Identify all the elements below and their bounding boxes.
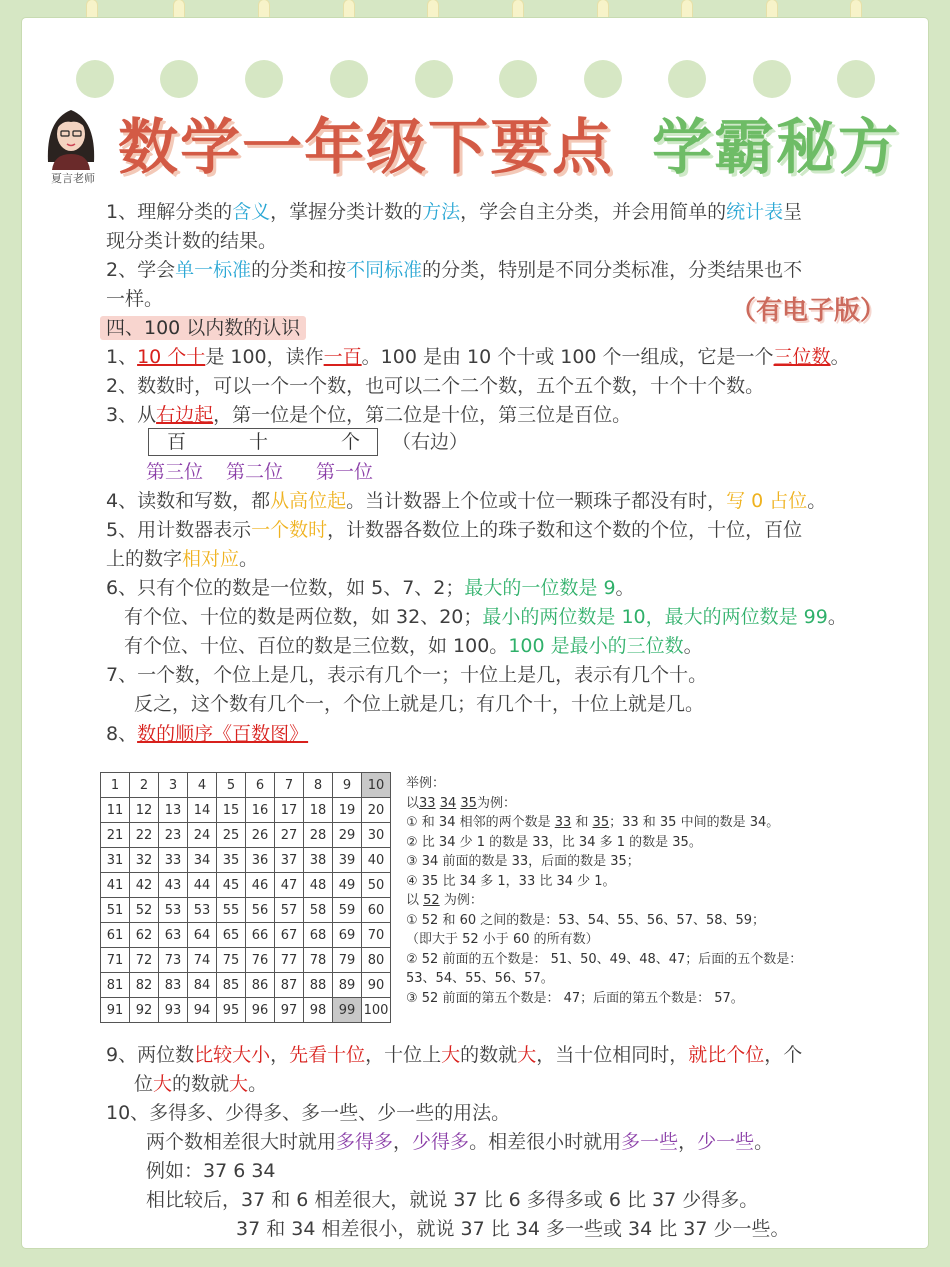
s4-point-7: 7、一个数，个位上是几，表示有几个一；十位上是几，表示有几个十。 (106, 664, 708, 686)
s4-point-9 (106, 1043, 802, 1067)
hundred-chart-cell: 64 (188, 923, 217, 948)
hundred-chart-cell: 72 (130, 948, 159, 973)
hundred-chart-cell: 17 (275, 798, 304, 823)
hundred-chart-cell: 44 (188, 873, 217, 898)
hundred-chart-cell: 66 (246, 923, 275, 948)
hundred-chart-cell: 75 (217, 948, 246, 973)
keyword: 大 (229, 1073, 249, 1095)
text: 的数就 (460, 1044, 518, 1066)
keyword: 100 是最小的三位数 (508, 635, 684, 657)
hundred-chart-cell: 67 (275, 923, 304, 948)
text: ；33 和 35 中间的数是 34。 (609, 815, 780, 830)
keyword: 大 (441, 1044, 461, 1066)
text: 呈 (783, 201, 803, 223)
avatar-caption: 夏言老师 (51, 172, 95, 185)
text: 2、学会 (106, 259, 176, 281)
s4-point-9-cont (134, 1072, 267, 1096)
hundred-chart-cell: 99 (333, 998, 362, 1023)
hundred-chart-cell: 33 (159, 848, 188, 873)
text: 。 (754, 1131, 774, 1153)
hundred-chart-cell: 15 (217, 798, 246, 823)
punch-hole (415, 60, 453, 98)
hundred-chart-row (101, 798, 391, 823)
hundred-chart-cell: 8 (304, 773, 333, 798)
hundred-chart-cell: 79 (333, 948, 362, 973)
hundred-chart-row (101, 873, 391, 898)
hundred-chart-cell: 4 (188, 773, 217, 798)
hundred-chart-cell: 23 (159, 823, 188, 848)
hundred-chart-cell: 51 (101, 898, 130, 923)
punch-hole (330, 60, 368, 98)
keyword: 右边起 (156, 404, 214, 426)
s4-point-10: 10、多得多、少得多、多一些、少一些的用法。 (106, 1102, 511, 1124)
s4-point-10-example: 例如：37 6 34 (146, 1160, 276, 1182)
text: ， (393, 1131, 413, 1153)
text: 的分类和按 (251, 259, 347, 281)
keyword: 方法 (422, 201, 461, 223)
text: 的数就 (172, 1073, 230, 1095)
hundred-chart-cell: 26 (246, 823, 275, 848)
hundred-chart-cell: 63 (159, 923, 188, 948)
keyword: 不同标准 (346, 259, 423, 281)
num: 35 (460, 796, 477, 811)
s4-point-5 (106, 518, 802, 542)
hundred-chart-cell: 98 (304, 998, 333, 1023)
place-second: 第二位 (226, 461, 284, 483)
hundred-chart-cell: 92 (130, 998, 159, 1023)
hundred-chart-cell: 11 (101, 798, 130, 823)
text: 。 (807, 490, 827, 512)
s4-point-1 (106, 345, 850, 369)
hundred-chart-cell: 76 (246, 948, 275, 973)
keyword: 多得多 (336, 1131, 394, 1153)
text: 5、用计数器表示 (106, 519, 252, 541)
keyword: 最小的两位数是 10，最大的两位数是 99 (482, 606, 828, 628)
hundred-chart-cell: 90 (362, 973, 391, 998)
text: 以 (406, 893, 424, 908)
keyword: 少得多 (412, 1131, 470, 1153)
text: 两个数相差很大时就用 (146, 1131, 337, 1153)
page-title: 数学一年级下要点 (118, 113, 614, 183)
ones-label: 个 (341, 431, 361, 453)
hundred-chart-cell: 3 (159, 773, 188, 798)
place-value-box (148, 428, 378, 456)
keyword: 比较大小 (194, 1044, 271, 1066)
hundred-chart-cell: 13 (159, 798, 188, 823)
text: 。 (827, 606, 847, 628)
text: 。当计数器上个位或十位一颗珠子都没有时， (346, 490, 727, 512)
hundred-chart-cell: 83 (159, 973, 188, 998)
tens-label: 十 (249, 431, 269, 453)
punch-hole (245, 60, 283, 98)
text: 位 (134, 1073, 154, 1095)
hundred-chart-row (101, 923, 391, 948)
hundred-chart-cell: 65 (217, 923, 246, 948)
keyword: 10 个十 (137, 346, 206, 368)
keyword: 多一些 (621, 1131, 679, 1153)
hundred-chart-cell: 9 (333, 773, 362, 798)
example-line (406, 813, 779, 833)
hundred-chart-cell: 53 (188, 898, 217, 923)
hundred-chart-cell: 14 (188, 798, 217, 823)
keyword: 单一标准 (175, 259, 252, 281)
text: 的分类，特别是不同分类标准，分类结果也不 (422, 259, 803, 281)
hundred-chart-cell: 50 (362, 873, 391, 898)
place-first: 第一位 (316, 461, 374, 483)
keyword: 三位数 (773, 346, 831, 368)
hundred-chart-cell: 25 (217, 823, 246, 848)
hundred-chart-cell: 36 (246, 848, 275, 873)
hundred-chart-cell: 77 (275, 948, 304, 973)
keyword: 少一些 (697, 1131, 755, 1153)
text: ，个 (764, 1044, 803, 1066)
text: 以 (406, 796, 420, 811)
hundred-chart-cell: 45 (217, 873, 246, 898)
punch-hole (753, 60, 791, 98)
hundred-chart-cell: 19 (333, 798, 362, 823)
section-heading (100, 316, 306, 340)
hundred-chart-row (101, 898, 391, 923)
keyword: 就比个位 (688, 1044, 765, 1066)
hundred-chart-cell: 69 (333, 923, 362, 948)
s4-point-6b (124, 605, 847, 629)
punch-hole (584, 60, 622, 98)
hundred-chart-cell: 89 (333, 973, 362, 998)
hundred-chart-cell: 10 (362, 773, 391, 798)
keyword: 最大的一位数是 9 (464, 577, 616, 599)
s4-point-2: 2、数数时，可以一个一个数，也可以二个二个数，五个五个数，十个十个数。 (106, 375, 765, 397)
hundred-chart-cell: 32 (130, 848, 159, 873)
text: ， (270, 1044, 290, 1066)
keyword: 含义 (232, 201, 271, 223)
text: 有个位、十位的数是两位数，如 32、20； (124, 606, 483, 628)
hundred-chart-row (101, 848, 391, 873)
hundred-chart-cell: 40 (362, 848, 391, 873)
hundred-chart-cell: 31 (101, 848, 130, 873)
example-line: 53、54、55、56、57。 (406, 971, 554, 986)
example-line: ④ 35 比 34 多 1，33 比 34 少 1。 (406, 874, 616, 889)
example-line (406, 794, 516, 814)
hundred-chart-cell: 71 (101, 948, 130, 973)
hundred-chart-cell: 41 (101, 873, 130, 898)
hundred-chart-cell: 37 (275, 848, 304, 873)
keyword: 从高位起 (270, 490, 347, 512)
text: 1、 (106, 346, 138, 368)
hundred-chart-cell: 12 (130, 798, 159, 823)
hundred-chart-cell: 42 (130, 873, 159, 898)
text: ，计数器各数位上的珠子数和这个数的个位，十位，百位 (327, 519, 803, 541)
example-line: ① 52 和 60 之间的数是：53、54、55、56、57、58、59； (406, 913, 766, 928)
s4-point-6c (124, 634, 703, 658)
text: 4、读数和写数，都 (106, 490, 271, 512)
hundred-chart-cell: 97 (275, 998, 304, 1023)
example-line (406, 891, 483, 911)
hundred-chart-cell: 49 (333, 873, 362, 898)
text: 。 (615, 577, 635, 599)
hundred-chart-cell: 74 (188, 948, 217, 973)
hundred-chart-cell: 87 (275, 973, 304, 998)
hundred-chart-row (101, 998, 391, 1023)
text: 是 100，读作 (205, 346, 324, 368)
hundred-chart-cell: 48 (304, 873, 333, 898)
hundred-chart-cell: 81 (101, 973, 130, 998)
keyword: 大 (517, 1044, 537, 1066)
text: 为例： (439, 893, 483, 908)
punch-hole (160, 60, 198, 98)
hundred-chart-cell: 85 (217, 973, 246, 998)
text: 6、只有个位的数是一位数，如 5、7、2； (106, 577, 465, 599)
heading-text: 四、100 以内数的认识 (100, 316, 306, 340)
hundred-chart-cell: 30 (362, 823, 391, 848)
s4-point-10-compare: 相比较后，37 和 6 相差很大，就说 37 比 6 多得多或 6 比 37 少得多。 (146, 1189, 759, 1211)
hundreds-label: 百 (167, 431, 187, 453)
s4-point-10-compare2: 37 和 34 相差很小，就说 37 比 34 多一些或 34 比 37 少一些。 (236, 1218, 790, 1240)
hundred-chart-cell: 86 (246, 973, 275, 998)
example-line: 举例： (406, 776, 446, 791)
text: 。100 是由 10 个十或 100 个一组成，它是一个 (361, 346, 774, 368)
point-2 (106, 258, 802, 282)
keyword: 大 (153, 1073, 173, 1095)
hundred-chart-cell: 58 (304, 898, 333, 923)
hundred-chart-cell: 2 (130, 773, 159, 798)
text: ， (678, 1131, 698, 1153)
teacher-avatar (40, 100, 102, 170)
hundred-chart-cell: 27 (275, 823, 304, 848)
point-1 (106, 200, 802, 224)
hundred-chart-cell: 60 (362, 898, 391, 923)
text: ① 和 34 相邻的两个数是 (406, 815, 555, 830)
punch-hole (76, 60, 114, 98)
hundred-chart-cell: 62 (130, 923, 159, 948)
text: 3、从 (106, 404, 157, 426)
num: 33 (419, 796, 436, 811)
hundred-chart-cell: 100 (362, 998, 391, 1023)
keyword: 先看十位 (289, 1044, 366, 1066)
hundred-chart-row (101, 973, 391, 998)
punch-hole (837, 60, 875, 98)
num: 52 (423, 893, 440, 908)
hundred-chart-cell: 21 (101, 823, 130, 848)
hundred-chart-row (101, 773, 391, 798)
point-2-cont: 一样。 (106, 288, 164, 310)
hundred-chart-cell: 35 (217, 848, 246, 873)
hundred-chart-cell: 28 (304, 823, 333, 848)
s4-point-5-cont (106, 547, 258, 571)
example-line: ② 比 34 少 1 的数是 33，比 34 多 1 的数是 35。 (406, 835, 702, 850)
hundred-chart-cell: 68 (304, 923, 333, 948)
s4-point-3 (106, 403, 631, 427)
hundred-chart-cell: 6 (246, 773, 275, 798)
num: 33 (554, 815, 572, 830)
hundred-chart-cell: 95 (217, 998, 246, 1023)
s4-point-8 (106, 722, 308, 746)
s4-point-6 (106, 576, 635, 600)
hundred-chart-cell: 7 (275, 773, 304, 798)
example-line: ③ 34 前面的数是 33，后面的数是 35； (406, 854, 640, 869)
hundred-chart-cell: 91 (101, 998, 130, 1023)
text: 1、理解分类的 (106, 201, 233, 223)
text: 8、 (106, 723, 138, 745)
text: ，学会自主分类，并会用简单的 (460, 201, 727, 223)
hundred-chart-cell: 56 (246, 898, 275, 923)
s4-point-4 (106, 489, 826, 513)
place-box-note: （右边） (392, 431, 469, 453)
page-subtitle: 学霸秘方 (652, 113, 900, 183)
hundred-chart-cell: 59 (333, 898, 362, 923)
s4-point-10-rule (146, 1130, 773, 1154)
example-line: ③ 52 前面的第五个数是： 47；后面的第五个数是： 57。 (406, 991, 744, 1006)
text: 。相差很小时就用 (469, 1131, 622, 1153)
keyword: 数的顺序《百数图》 (137, 723, 309, 745)
num: 35 (592, 815, 610, 830)
edition-label: （有电子版） (730, 296, 887, 326)
hundred-chart-cell: 57 (275, 898, 304, 923)
hundred-chart-row (101, 948, 391, 973)
text: ，掌握分类计数的 (270, 201, 423, 223)
hundred-chart-cell: 20 (362, 798, 391, 823)
hundred-chart-cell: 84 (188, 973, 217, 998)
hundred-chart-cell: 46 (246, 873, 275, 898)
hundred-chart-cell: 18 (304, 798, 333, 823)
hundred-chart-cell: 53 (159, 898, 188, 923)
hundred-chart-cell: 47 (275, 873, 304, 898)
hundred-chart-cell: 73 (159, 948, 188, 973)
hundred-chart-cell: 55 (217, 898, 246, 923)
example-line: ② 52 前面的五个数是： 51、50、49、48、47；后面的五个数是： (406, 952, 803, 967)
hundred-chart-cell: 94 (188, 998, 217, 1023)
hundred-chart-cell: 38 (304, 848, 333, 873)
hundred-chart-cell: 43 (159, 873, 188, 898)
keyword: 统计表 (726, 201, 784, 223)
punch-hole (499, 60, 537, 98)
keyword: 一个数时 (251, 519, 328, 541)
hundred-chart-cell: 24 (188, 823, 217, 848)
text: ，当十位相同时， (536, 1044, 689, 1066)
text: ，第一位是个位，第二位是十位，第三位是百位。 (213, 404, 632, 426)
text: 。 (683, 635, 703, 657)
hundred-chart-cell: 88 (304, 973, 333, 998)
keyword: 写 0 占位 (726, 490, 808, 512)
text: ，十位上 (365, 1044, 442, 1066)
hundred-chart-cell: 61 (101, 923, 130, 948)
hundred-chart-cell: 52 (130, 898, 159, 923)
place-third: 第三位 (146, 461, 204, 483)
hundred-chart-cell: 22 (130, 823, 159, 848)
hundred-chart-cell: 34 (188, 848, 217, 873)
text: 。 (830, 346, 850, 368)
example-line: （即大于 52 小于 60 的所有数） (406, 932, 599, 947)
hundred-chart-cell: 82 (130, 973, 159, 998)
hundred-chart-cell: 29 (333, 823, 362, 848)
hundred-chart-cell: 1 (101, 773, 130, 798)
text: 。 (239, 548, 259, 570)
hundred-chart (100, 772, 391, 1023)
keyword: 一百 (323, 346, 362, 368)
hundred-chart-cell: 70 (362, 923, 391, 948)
hundred-chart-cell: 39 (333, 848, 362, 873)
hundred-chart-cell: 93 (159, 998, 188, 1023)
num: 34 (439, 796, 457, 811)
hundred-chart-cell: 80 (362, 948, 391, 973)
text: 有个位、十位、百位的数是三位数，如 100。 (124, 635, 509, 657)
hundred-chart-cell: 16 (246, 798, 275, 823)
hundred-chart-cell: 96 (246, 998, 275, 1023)
hundred-chart-cell: 78 (304, 948, 333, 973)
punch-hole (668, 60, 706, 98)
keyword: 相对应 (182, 548, 240, 570)
hundred-chart-cell: 5 (217, 773, 246, 798)
s4-point-7b: 反之，这个数有几个一，个位上就是几；有几个十，十位上就是几。 (134, 693, 705, 715)
text: 。 (248, 1073, 268, 1095)
text: 和 (571, 815, 593, 830)
hundred-chart-row (101, 823, 391, 848)
text: 9、两位数 (106, 1044, 195, 1066)
point-1-cont: 现分类计数的结果。 (106, 230, 278, 252)
text: 上的数字 (106, 548, 183, 570)
text: 为例： (476, 796, 516, 811)
